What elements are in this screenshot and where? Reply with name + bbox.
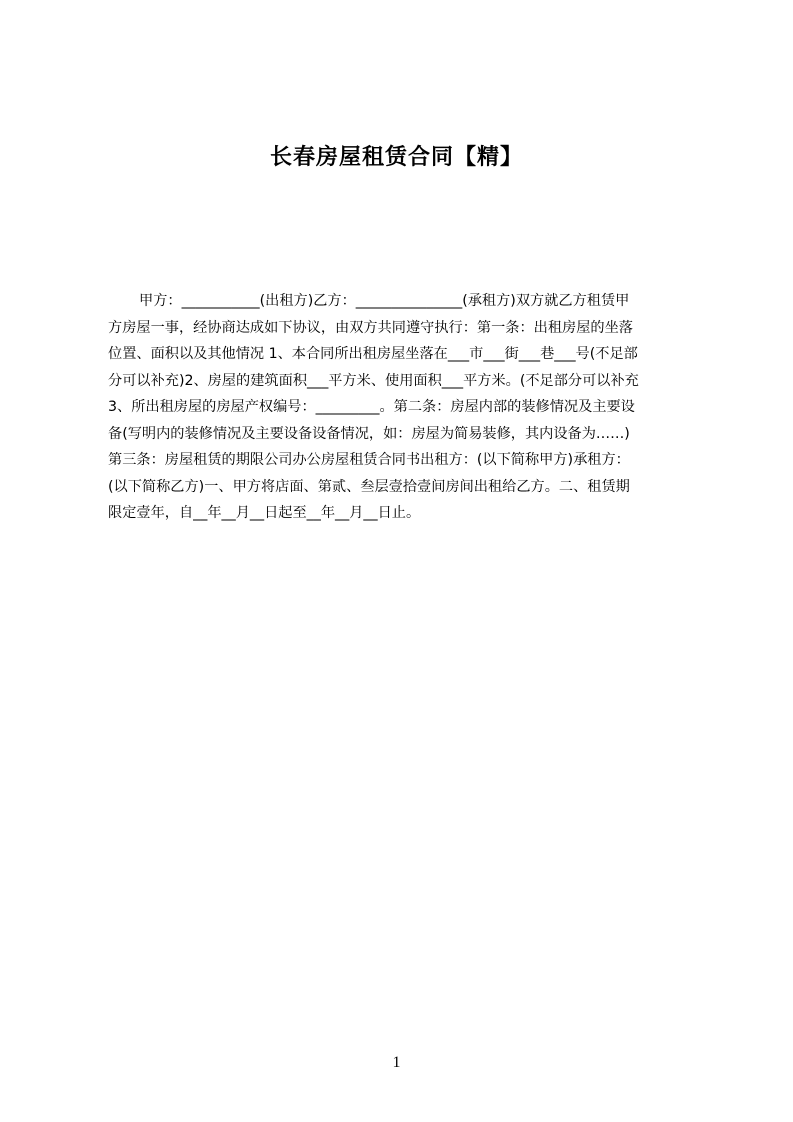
document-body [108, 288, 703, 527]
body-line: 备(写明内的装修情况及主要设备设备情况，如：房屋为简易装修，其内设备为……) [108, 425, 630, 442]
body-line: 分可以补充)2、房屋的建筑面积___平方米、使用面积___平方米。(不足部分可以补充 [108, 372, 639, 389]
body-line: 方房屋一事，经协商达成如下协议，由双方共同遵守执行：第一条：出租房屋的坐落 [108, 319, 633, 336]
body-line: 位置、面积以及其他情况 1、本合同所出租房屋坐落在___市___街___巷___号(不足部 [108, 346, 638, 362]
body-line: 限定壹年，自__年__月__日起至__年__月__日止。 [108, 505, 421, 521]
body-line: 第三条：房屋租赁的期限公司办公房屋租赁合同书出租方：(以下简称甲方)承租方： [108, 452, 630, 468]
body-line: (以下简称乙方)一、甲方将店面、第贰、叁层壹拾壹间房间出租给乙方。二、租赁期 [108, 478, 630, 495]
document-title: 长春房屋租赁合同【精】 [269, 145, 523, 170]
body-line: 甲方：___________(出租方)乙方：_______________(承租方)双方就乙方租赁甲 [139, 293, 630, 309]
body-line: 3、所出租房屋的房屋产权编号：_________。第二条：房屋内部的装修情况及主要设 [108, 399, 635, 415]
page-number: 1 [392, 1054, 401, 1071]
